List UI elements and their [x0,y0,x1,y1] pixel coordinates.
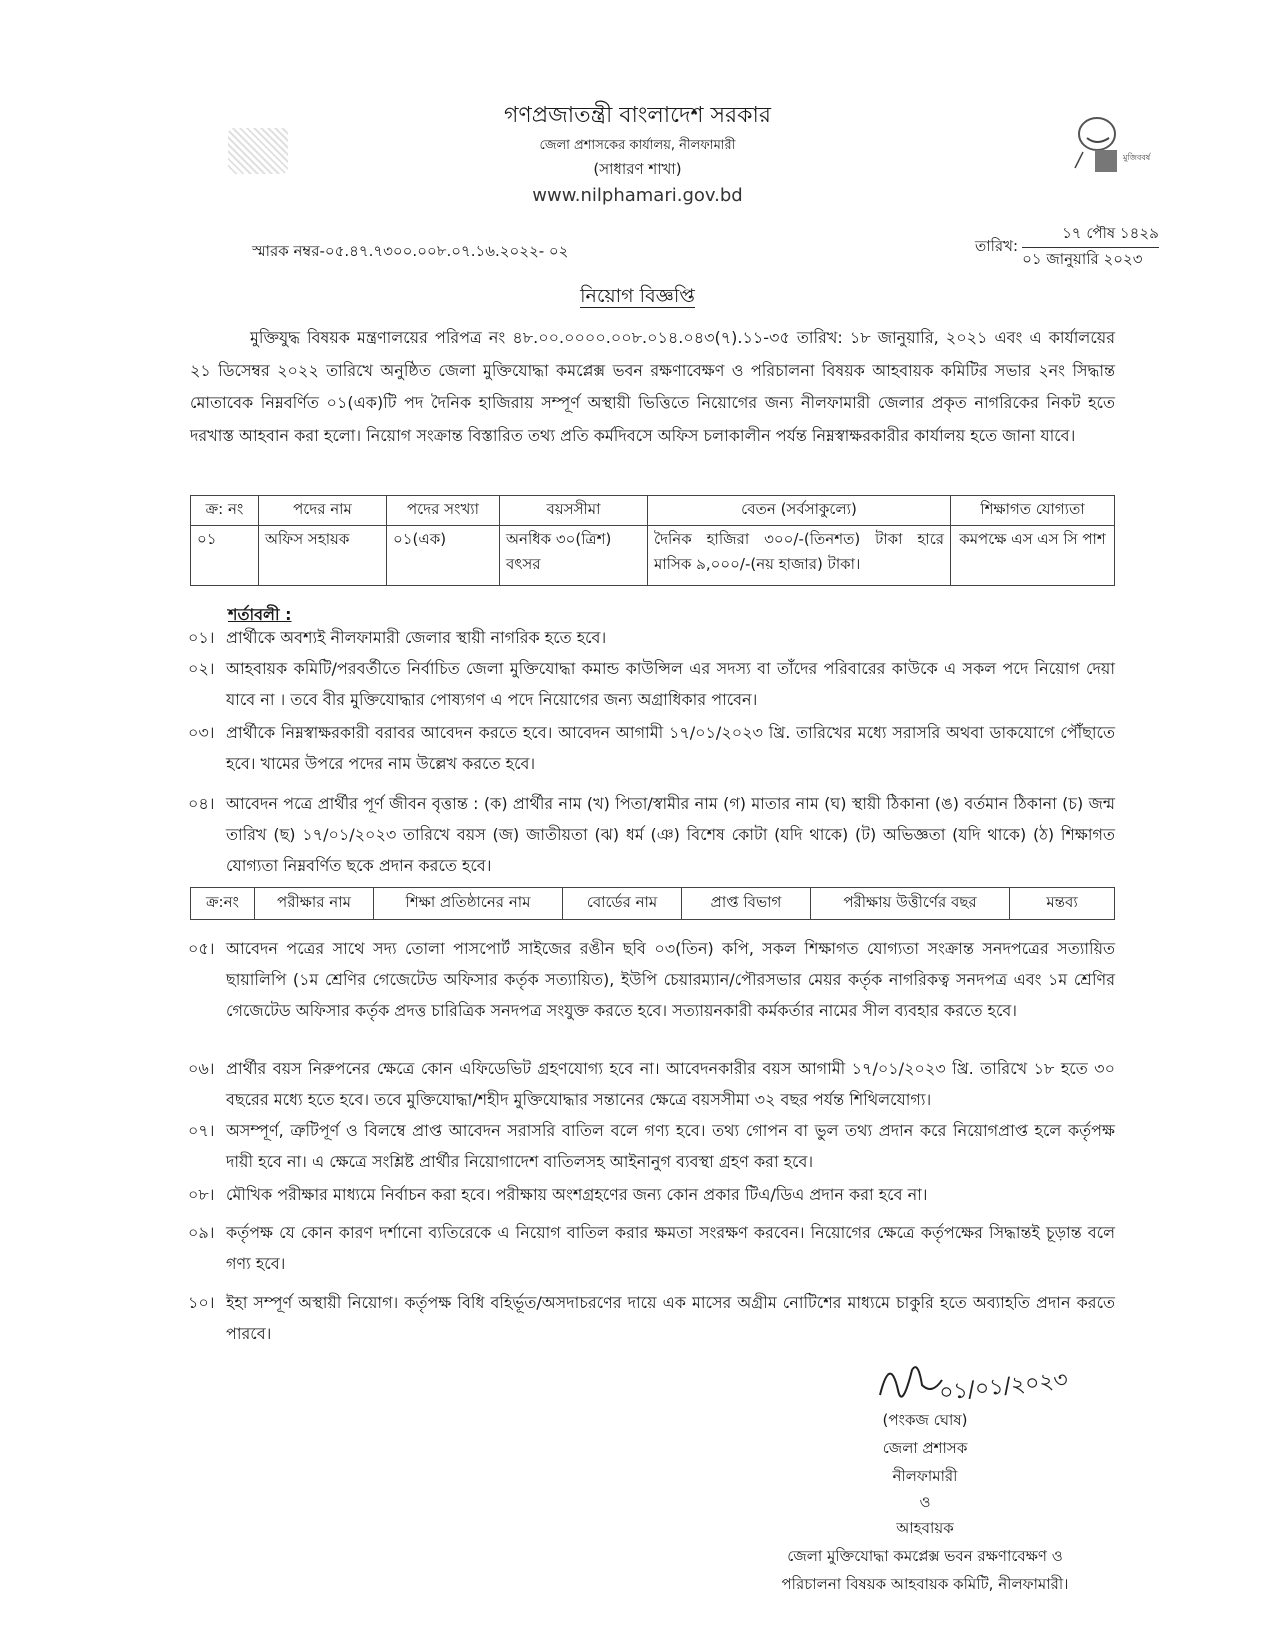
handwritten-signature [860,1345,1120,1415]
signatory-district: নীলফামারী [892,1467,958,1485]
cell-salary: দৈনিক হাজিরা ৩০০/-(তিনশত) টাকা হারে মাসিক ৯,০০০/-(নয় হাজার) টাকা। [648,526,951,586]
signatory-designation: জেলা প্রশাসক [882,1439,968,1457]
header-cell: শিক্ষা প্রতিষ্ঠানের নাম [374,888,563,920]
branch-name: (সাধারণ শাখা) [593,160,682,178]
svg-text:মুজিববর্ষ: মুজিববর্ষ [1123,153,1151,162]
condition-item: ০১। প্রার্থীকে অবশ্যই নীলফামারী জেলার স্থায়ী নাগরিক হতে হবে। [188,628,607,647]
post-table [190,495,1115,586]
header-cell: পদের নাম [259,496,387,526]
condition-item: ০৬। প্রার্থীর বয়স নিরুপনের ক্ষেত্রে কোন এফিডেভিট গ্রহণযোগ্য হবে না। আবেদনকারীর বয়স আগামী ১৭/০১/২০২৩ খ্রি. তারিখে ১৮ হতে ৩০ বছরের মধ্যে হতে হবে। তবে মুক্তিযোদ্ধা/শহীদ মুক্তিযোদ্ধার সন্তানের ক্ষেত্রে বয়সসীমা ৩২ বছর পর্যন্ত শিথিলযোগ্য। [188,1059,1115,1109]
header-cell: বয়সসীমা [500,496,648,526]
education-table [190,887,1115,920]
header-cell: ক্র:নং [191,888,255,920]
government-title: গণপ্রজাতন্ত্রী বাংলাদেশ সরকার [503,103,772,128]
condition-item: ১০। ইহা সম্পূর্ণ অস্থায়ী নিয়োগ। কর্তৃপক্ষ বিধি বহির্ভূত/অসদাচরণের দায়ে এক মাসের অগ্রীম নোটিশের মাধ্যমে চাকুরি হতে অব্যাহতি প্রদান করতে পারবে। [188,1293,1115,1343]
office-name: জেলা প্রশাসকের কার্যালয়, নীলফামারী [539,138,736,153]
condition-item: ০৩। প্রার্থীকে নিম্নস্বাক্ষরকারী বরাবর আবেদন করতে হবে। আবেদন আগামী ১৭/০১/২০২৩ খ্রি. তারিখের মধ্যে সরাসরি অথবা ডাকযোগে পৌঁছাতে হবে। খামের উপরে পদের নাম উল্লেখ করতে হবে। [188,723,1115,773]
header-cell: ক্র: নং [191,496,259,526]
conditions-title: শর্তাবলী : [228,605,292,624]
date-block [975,222,1159,273]
header-cell: প্রাপ্ত বিভাগ [682,888,811,920]
condition-item: ০৭। অসম্পূর্ণ, ত্রুটিপূর্ণ ও বিলম্বে প্রাপ্ত আবেদন সরাসরি বাতিল বলে গণ্য হবে। তথ্য গোপন বা ভুল তথ্য প্রদান করে নিয়োগপ্রাপ্ত হলে কর্তৃপক্ষ দায়ী হবে না। এ ক্ষেত্রে সংশ্লিষ্ট প্রার্থীর নিয়োগাদেশ বাতিলসহ আইনানুগ ব্যবস্থা গ্রহণ করা হবে। [188,1121,1115,1171]
header-cell: পরীক্ষায় উত্তীর্ণের বছর [811,888,1010,920]
committee-line-1: জেলা মুক্তিযোদ্ধা কমপ্লেক্স ভবন রক্ষণাবেক্ষণ ও [787,1547,1063,1565]
committee-line-2: পরিচালনা বিষয়ক আহবায়ক কমিটি, নীলফামারী। [781,1575,1069,1593]
table-header-row [191,496,1115,526]
cell-post-count: ০১(এক) [387,526,500,586]
intro-paragraph: মুক্তিযুদ্ধ বিষয়ক মন্ত্রণালয়ের পরিপত্র নং ৪৮.০০.০০০০.০০৮.০১৪.০৪৩(৭).১১-৩৫ তারিখ: ১৮ জানুয়ারি, ২০২১ এবং এ কার্যালয়ের ২১ ডিসেম্বর ২০২২ তারিখে অনুষ্ঠিত জেলা মুক্তিযোদ্ধা কমপ্লেক্স ভবন রক্ষণাবেক্ষণ ও পরিচালনা বিষয়ক আহবায়ক কমিটির সভার ২নং সিদ্ধান্ত মোতাবেক নিম্নবর্ণিত ০১(এক)টি পদ দৈনিক হাজিরায় সম্পূর্ণ অস্থায়ী ভিত্তিতে নিয়োগের জন্য নীলফামারী জেলার প্রকৃত নাগরিকের নিকট হতে দরখাস্ত আহবান করা হলো। নিয়োগ সংক্রান্ত বিস্তারিত তথ্য প্রতি কর্মদিবসে অফিস চলাকালীন পর্যন্ত নিম্নস্বাক্ষরকারীর কার্যালয় হতে জানা যাবে। [190,328,1115,445]
notice-title: নিয়োগ বিজ্ঞপ্তি [580,285,695,307]
header-cell: পদের সংখ্যা [387,496,500,526]
cell-education: কমপক্ষে এস এস সি পাশ [951,526,1115,586]
header-cell: বোর্ডের নাম [563,888,682,920]
signatory-conjunction: ও [919,1493,931,1511]
header-cell: শিক্ষাগত যোগ্যতা [951,496,1115,526]
condition-item: ০৯। কর্তৃপক্ষ যে কোন কারণ দর্শানো ব্যতিরেকে এ নিয়োগ বাতিল করার ক্ষমতা সংরক্ষণ করবেন। নিয়োগের ক্ষেত্রে কর্তৃপক্ষের সিদ্ধান্তই চূড়ান্ত বলে গণ্য হবে। [188,1223,1115,1273]
date-english: ০১ জানুয়ারি ২০২৩ [1022,250,1143,268]
cell-age-limit: অনধিক ৩০(ত্রিশ) বৎসর [500,526,648,586]
signatory-role: আহবায়ক [896,1519,954,1537]
date-label: তারিখ: [975,237,1019,255]
website: www.nilphamari.gov.bd [532,185,743,206]
signatory-name: (পংকজ ঘোষ) [882,1411,968,1429]
condition-item: ০৮। মৌখিক পরীক্ষার মাধ্যমে নির্বাচন করা হবে। পরীক্ষায় অংশগ্রহণের জন্য কোন প্রকার টিএ/ডিএ প্রদান করা হবে না। [188,1185,928,1204]
table-row [191,526,1115,586]
table-header-row [191,888,1115,920]
header-cell: বেতন (সর্বসাকুল্যে) [648,496,951,526]
condition-item: ০৪। আবেদন পত্রে প্রার্থীর পূর্ণ জীবন বৃত্তান্ত : (ক) প্রার্থীর নাম (খ) পিতা/স্বামীর নাম (গ) মাতার নাম (ঘ) স্থায়ী ঠিকানা (ঙ) বর্তমান ঠিকানা (চ) জন্ম তারিখ (ছ) ১৭/০১/২০২৩ তারিখে বয়স (জ) জাতীয়তা (ঝ) ধর্ম (ঞ) বিশেষ কোটা (যদি থাকে) (ট) অভিজ্ঞতা (যদি থাকে) (ঠ) শিক্ষাগত যোগ্যতা নিম্নবর্ণিত ছকে প্রদান করতে হবে। [188,794,1115,875]
memo-number: স্মারক নম্বর-০৫.৪৭.৭৩০০.০০৮.০৭.১৬.২০২২- ০২ [252,242,569,260]
date-bangla: ১৭ পৌষ ১৪২৯ [1022,222,1159,248]
condition-item: ০৫। আবেদন পত্রের সাথে সদ্য তোলা পাসপোর্ট সাইজের রঙীন ছবি ০৩(তিন) কপি, সকল শিক্ষাগত যোগ্যতা সংক্রান্ত সনদপত্রের সত্যায়িত ছায়ালিপি (১ম শ্রেণির গেজেটেড অফিসার কর্তৃক সত্যায়িত), ইউপি চেয়ারম্যান/পৌরসভার মেয়র কর্তৃক নাগরিকত্ব সনদপত্র এবং ১ম শ্রেণির গেজেটেড অফিসার কর্তৃক প্রদত্ত চারিত্রিক সনদপত্র সংযুক্ত করতে হবে। সত্যায়নকারী কর্মকর্তার নামের সীল ব্যবহার করতে হবে। [188,939,1115,1020]
condition-item: ০২। আহবায়ক কমিটি/পরবর্তীতে নির্বাচিত জেলা মুক্তিযোদ্ধা কমান্ড কাউন্সিল এর সদস্য বা তাঁদের পরিবারের কাউকে এ সকল পদে নিয়োগ দেয়া যাবে না । তবে বীর মুক্তিযোদ্ধার পোষ্যগণ এ পদে নিয়োগের জন্য অগ্রাধিকার পাবেন। [188,659,1115,709]
cell-serial: ০১ [191,526,259,586]
header-cell: পরীক্ষার নাম [255,888,374,920]
cell-post-name: অফিস সহায়ক [259,526,387,586]
header-cell: মন্তব্য [1010,888,1115,920]
svg-text:০১/০১/২০২৩: ০১/০১/২০২৩ [938,1367,1070,1406]
